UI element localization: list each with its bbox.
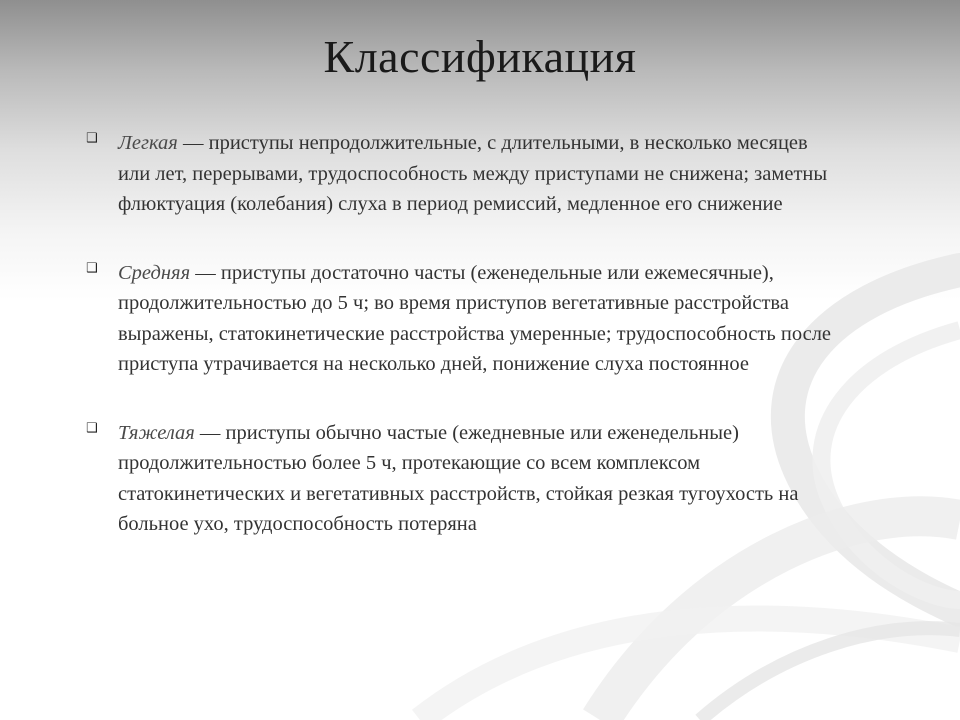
list-item-mild	[82, 128, 842, 220]
list-item-moderate	[82, 258, 842, 380]
slide-title: Классификация	[323, 31, 637, 82]
list-item-severe	[82, 418, 842, 540]
term-severe: Тяжелая	[118, 421, 195, 444]
classification-list	[82, 128, 842, 540]
hollow-square-bullet-icon: ❑	[86, 420, 98, 436]
description-severe: — приступы обычно частые (ежедневные или еженедельные) продолжительностью более 5 ч, протекающие со всем комплексом статокинетических и вегетативных расстройств, стойкая резкая тугоухость на больное ухо, трудоспособность потеряна	[118, 421, 799, 535]
hollow-square-bullet-icon: ❑	[86, 260, 98, 276]
term-moderate: Средняя	[118, 261, 191, 284]
description-moderate: — приступы достаточно часты (еженедельные или ежемесячные), продолжительностью до 5 ч; во время приступов вегетативные расстройства выражены, статокинетические расстройства умеренные; трудоспособность после приступа утрачивается на несколько дней, понижение слуха постоянное	[118, 261, 832, 375]
term-mild: Легкая	[118, 132, 178, 154]
description-mild: — приступы непродолжительные, с длительными, в несколько месяцев или лет, перерывами, трудоспособность между приступами не снижена; заметны флюктуация (колебания) слуха в период ремиссий, медленное его снижение	[118, 132, 828, 215]
hollow-square-bullet-icon: ❑	[86, 131, 98, 146]
